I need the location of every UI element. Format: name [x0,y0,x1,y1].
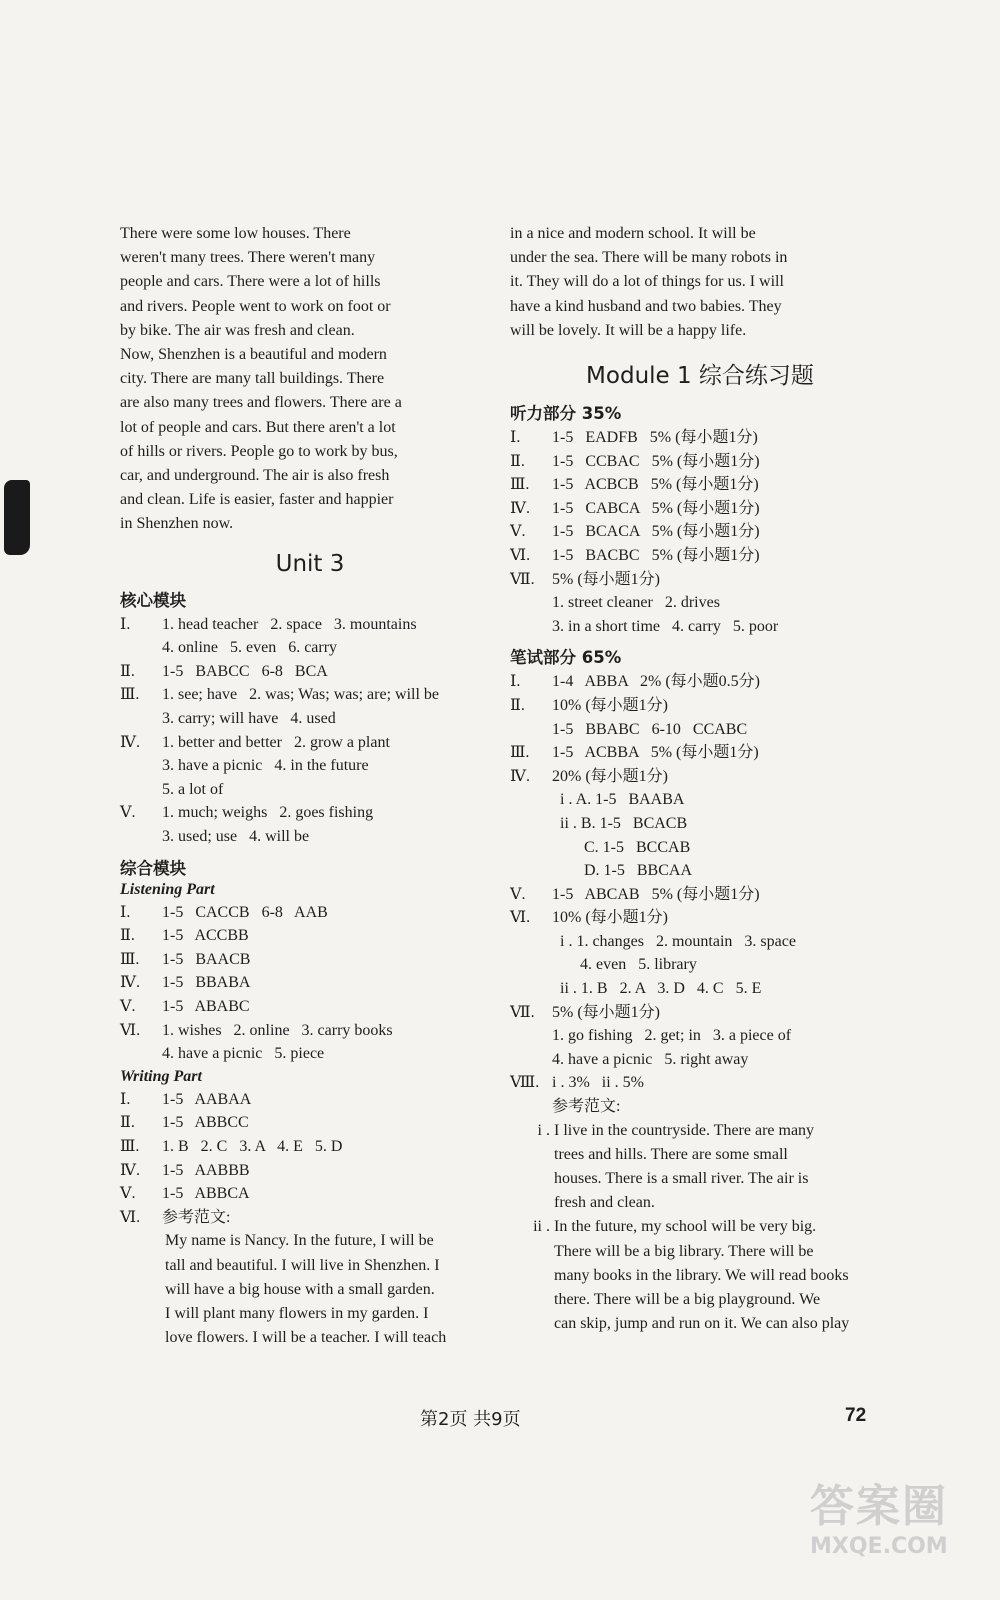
answer-text: 1. go fishing 2. get; in 3. a piece of [552,1027,792,1045]
module-title: Module 1 综合练习题 [586,363,814,390]
text-line: and clean. Life is easier, faster and happier [120,491,394,509]
text-line: I will plant many flowers in my garden. I [165,1304,429,1322]
answer-text: 10% (每小题1分) [552,909,668,927]
text-line: there. There will be a big playground. We [554,1291,821,1309]
answer-text: 1. wishes 2. online 3. carry books [162,1021,393,1039]
answer-row [120,825,500,849]
answer-row [510,1048,890,1072]
answer-text: 1-5 BABCC 6-8 BCA [162,662,328,680]
right-column [510,222,890,1336]
answer-row [120,731,500,755]
question-number: Ⅳ. [120,1161,140,1179]
question-number: Ⅲ. [120,686,140,704]
answer-text: 1. much; weighs 2. goes fishing [162,804,374,822]
answer-row [510,670,890,694]
answer-row [120,801,500,825]
question-number: Ⅰ. [510,429,521,447]
text-line: and rivers. People went to work on foot or [120,297,391,315]
unit-title: Unit 3 [275,550,345,577]
answer-row [120,901,500,925]
answer-text: 4. have a picnic 5. piece [162,1045,325,1063]
answer-text: 1-5 ABABC [162,997,250,1015]
sample-essay-1 [510,1119,890,1216]
question-number: Ⅲ. [510,476,530,494]
question-number: Ⅳ. [510,499,530,517]
question-number [510,930,552,954]
answer-row [510,591,890,615]
listening-answers [120,901,500,1066]
question-number: Ⅱ. [510,696,525,714]
answer-text: 1-5 BACBC 5% (每小题1分) [552,546,760,564]
text-line: will be lovely. It will be a happy life. [510,321,747,339]
answer-text: i . A. 1-5 BAABA [552,791,685,809]
text-line: fresh and clean. [554,1194,655,1212]
answer-text: 1. B 2. C 3. A 4. E 5. D [162,1137,343,1155]
text-line: it. They will do a lot of things for us. I will [510,273,784,291]
answer-row [510,1071,890,1095]
answer-text: 1-4 ABBA 2% (每小题0.5分) [552,673,761,691]
answer-text: 4. have a picnic 5. right away [552,1050,749,1068]
question-number [120,707,162,731]
question-number [510,953,552,977]
text-line: In the future, my school will be very big. [554,1218,817,1236]
answer-row [120,1042,500,1066]
sample-essay [120,1229,500,1350]
question-number [120,825,162,849]
answer-text: 5% (每小题1分) [552,1003,660,1021]
answer-text: 1-5 AABBB [162,1161,250,1179]
question-number [510,591,552,615]
answer-row [510,568,890,592]
answer-text: 1-5 BBABA [162,974,251,992]
question-number: Ⅲ. [120,950,140,968]
text-line: city. There are many tall buildings. There [120,370,385,388]
answer-text: 1. street cleaner 2. drives [552,594,720,612]
text-line: people and cars. There were a lot of hills [120,273,381,291]
text-line: in a nice and modern school. It will be [510,225,756,242]
answer-row [510,883,890,907]
answer-row [120,1111,500,1135]
answer-text: 3. used; use 4. will be [162,827,310,845]
answer-text: 3. carry; will have 4. used [162,710,336,728]
question-number [510,812,552,836]
answer-row [510,930,890,954]
question-number [120,754,162,778]
answer-row [510,497,890,521]
question-number [510,1024,552,1048]
answer-text: 1-5 BAACB [162,950,251,968]
question-number: Ⅰ. [120,903,131,921]
question-number: Ⅴ. [510,523,526,541]
question-number: Ⅳ. [510,767,530,785]
question-number: Ⅴ. [510,885,526,903]
question-number: Ⅷ. [510,1074,540,1092]
answer-row [120,1135,500,1159]
answer-row [120,613,500,637]
question-number: Ⅲ. [120,1137,140,1155]
writing-section-answers [510,670,890,1118]
text-line: weren't many trees. There weren't many [120,249,376,267]
question-number [510,1048,552,1072]
question-number: Ⅰ. [120,615,131,633]
answer-row [510,694,890,718]
question-number: Ⅶ. [510,1003,535,1021]
answer-row [510,836,890,860]
question-number: Ⅰ. [120,1090,131,1108]
watermark-en: MXQE.COM [810,1534,948,1559]
answer-text: 3. in a short time 4. carry 5. poor [552,617,779,635]
text-line: trees and hills. There are some small [554,1145,788,1163]
answer-text: 1-5 ABBCC [162,1114,249,1132]
answer-row [120,924,500,948]
answer-text: 1-5 ACBCB 5% (每小题1分) [552,476,759,494]
answer-row [120,636,500,660]
answer-row [510,615,890,639]
listening-section-answers [510,426,890,638]
answer-row [120,1182,500,1206]
question-number [510,718,552,742]
answer-text: 1-5 BCACA 5% (每小题1分) [552,523,760,541]
answer-row [510,906,890,930]
question-number: Ⅵ. [120,1208,141,1226]
answer-text: 4. even 5. library [552,956,697,974]
question-number [510,788,552,812]
text-line: in Shenzhen now. [120,515,234,533]
core-answers [120,613,500,849]
question-number: Ⅳ. [120,974,140,992]
answer-text: 5. a lot of [162,780,224,798]
listening-part-label: Listening Part [120,880,215,898]
text-line: under the sea. There will be many robots in [510,249,788,267]
answer-text: 1-5 ABBCA [162,1185,250,1203]
answer-row [510,765,890,789]
text-line: car, and underground. The air is also fresh [120,467,390,485]
answer-row [510,953,890,977]
left-column [120,222,500,1350]
question-number: Ⅱ. [120,927,135,945]
answer-text: D. 1-5 BBCAA [552,862,693,880]
text-line: love flowers. I will be a teacher. I will teach [165,1329,447,1347]
question-number: Ⅵ. [510,909,531,927]
question-number [510,977,552,1001]
watermark-logo [810,1470,980,1580]
answer-row [510,741,890,765]
answer-row [510,473,890,497]
answer-row [510,1001,890,1025]
answer-row [120,1088,500,1112]
writing-answers [120,1088,500,1230]
answer-text: 1-5 EADFB 5% (每小题1分) [552,429,758,447]
answer-text: 10% (每小题1分) [552,696,668,714]
answer-text: 1. head teacher 2. space 3. mountains [162,615,417,633]
question-number: Ⅴ. [120,804,136,822]
answer-text: C. 1-5 BCCAB [552,838,691,856]
question-number [120,1042,162,1066]
answer-text: 参考范文: [552,1098,621,1116]
essay-label: i . [537,1121,550,1139]
question-number: Ⅱ. [120,1114,135,1132]
question-number [510,859,552,883]
answer-row [120,683,500,707]
answer-row [120,1206,500,1230]
answer-text: 4. online 5. even 6. carry [162,639,338,657]
answer-row [510,450,890,474]
text-line: of hills or rivers. People go to work by bus, [120,442,398,460]
answer-text: 20% (每小题1分) [552,767,668,785]
question-number [510,1095,552,1119]
text-line: lot of people and cars. But there aren't a lot [120,418,396,436]
essay-label: ii . [533,1218,550,1236]
answer-row [510,977,890,1001]
question-number: Ⅰ. [510,673,521,691]
answer-row [510,426,890,450]
answer-row [510,1024,890,1048]
answer-row [120,660,500,684]
text-line: many books in the library. We will read books [554,1266,849,1284]
text-line: I live in the countryside. There are many [554,1121,815,1139]
core-module-heading: 核心模块 [120,590,186,610]
text-line: have a kind husband and two babies. They [510,297,782,315]
writing-section-heading: 笔试部分 65% [510,648,622,668]
intro-text [120,222,500,537]
answer-text: i . 3% ii . 5% [552,1074,644,1092]
text-line: houses. There is a small river. The air is [554,1170,809,1188]
answer-row [120,1019,500,1043]
answer-text: 1-5 CCBAC 5% (每小题1分) [552,452,760,470]
answer-text: 3. have a picnic 4. in the future [162,757,369,775]
answer-text: ii . B. 1-5 BCACB [552,814,688,832]
answer-row [510,520,890,544]
answer-row [510,1095,890,1119]
answer-text: 1. better and better 2. grow a plant [162,733,390,751]
listening-section-heading: 听力部分 35% [510,404,622,424]
writing-part-label: Writing Part [120,1067,202,1085]
question-number: Ⅶ. [510,570,535,588]
answer-text: 1-5 ACBBA 5% (每小题1分) [552,744,759,762]
question-number: Ⅳ. [120,733,140,751]
answer-text: 1-5 ABCAB 5% (每小题1分) [552,885,760,903]
answer-row [510,544,890,568]
answer-row [120,754,500,778]
question-number: Ⅴ. [120,1185,136,1203]
question-number: Ⅱ. [120,662,135,680]
question-number: Ⅵ. [120,1021,141,1039]
answer-text: 5% (每小题1分) [552,570,660,588]
answer-row [510,859,890,883]
answer-row [510,812,890,836]
question-number: Ⅱ. [510,452,525,470]
answer-text: 1-5 ACCBB [162,927,249,945]
answer-text: 1-5 AABAA [162,1090,252,1108]
answer-row [120,707,500,731]
continued-essay [510,222,890,343]
scan-mark [4,480,30,555]
watermark-cn: 答案圈 [810,1481,948,1532]
answer-text: 1-5 CACCB 6-8 AAB [162,903,328,921]
answer-text: 1. see; have 2. was; Was; was; are; will be [162,686,440,704]
answer-row [120,778,500,802]
question-number [510,836,552,860]
answer-text: 参考范文: [162,1208,231,1226]
text-line: can skip, jump and run on it. We can also play [554,1315,850,1333]
question-number [510,615,552,639]
question-number [120,778,162,802]
answer-text: 1-5 CABCA 5% (每小题1分) [552,499,760,517]
text-line: My name is Nancy. In the future, I will be [165,1232,434,1250]
answer-row [120,971,500,995]
page-number: 72 [845,1405,867,1426]
answer-text: ii . 1. B 2. A 3. D 4. C 5. E [552,980,762,998]
text-line: by bike. The air was fresh and clean. [120,321,355,339]
page-info: 第2页 共9页 [420,1409,521,1430]
question-number: Ⅲ. [510,744,530,762]
answer-row [120,995,500,1019]
text-line: tall and beautiful. I will live in Shenzhen. I [165,1256,440,1274]
text-line: There were some low houses. There [120,225,351,242]
answer-text: i . 1. changes 2. mountain 3. space [552,932,796,950]
answer-row [510,718,890,742]
answer-row [120,1159,500,1183]
text-line: Now, Shenzhen is a beautiful and modern [120,346,387,364]
text-line: are also many trees and flowers. There are a [120,394,402,412]
sample-essay-2 [510,1215,890,1336]
answer-text: 1-5 BBABC 6-10 CCABC [552,720,748,738]
text-line: There will be a big library. There will be [554,1242,814,1260]
combo-module-heading: 综合模块 [120,858,186,878]
text-line: will have a big house with a small garden. [165,1280,435,1298]
question-number: Ⅵ. [510,546,531,564]
answer-row [120,948,500,972]
question-number: Ⅴ. [120,997,136,1015]
answer-row [510,788,890,812]
question-number [120,636,162,660]
